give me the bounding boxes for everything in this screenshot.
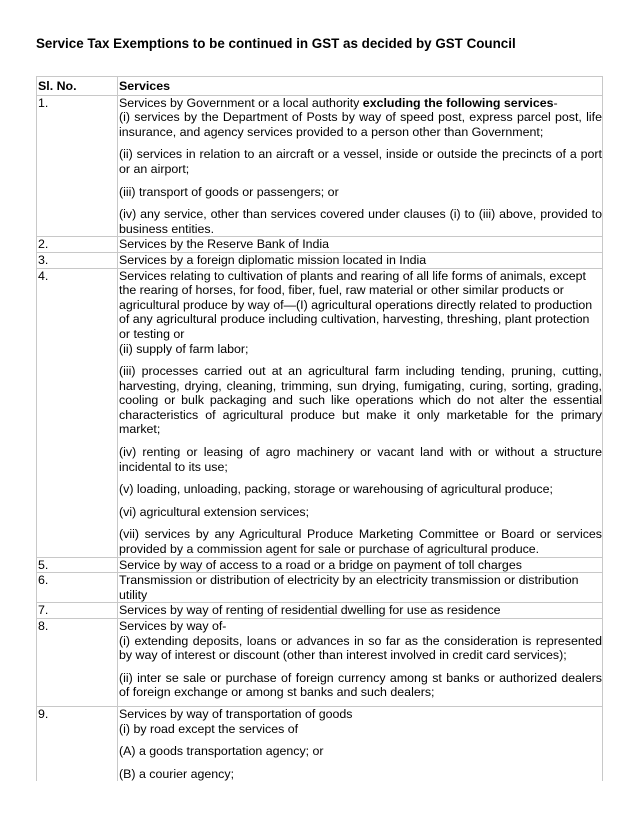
table-row [37,706,603,781]
row-number: 8. [37,619,118,707]
row-intro [119,96,602,111]
table-row [37,268,603,557]
table-row [37,619,603,707]
row-services: Transmission or distribution of electricity by an electricity transmission or distribution utility [118,573,603,603]
exemptions-table [36,76,603,781]
list-item: (ii) inter se sale or purchase of foreign currency among st banks or authorized dealers of foreign exchange or among st banks and such dealers; [119,670,602,700]
row-number: 3. [37,252,118,268]
list-item: (vii) services by any Agricultural Produce Marketing Committee or Board or services provided by a commission agent for sale or purchase of agricultural produce. [119,527,602,557]
list-item: (i) extending deposits, loans or advances in so far as the consideration is represented by way of interest or discount (other than interest involved in credit card services); [119,633,602,663]
row-services: Services by the Reserve Bank of India [118,237,603,253]
table-row [37,237,603,253]
list-item: (iii) processes carried out at an agricultural farm including tending, pruning, cutting, harvesting, drying, cleaning, trimming, sun drying, fumigating, curing, sorting, grading, cooling or bulk packaging and such like operations which do not alter the essential characteristics of agricultural produce but make it only marketable for the primary market; [119,364,602,437]
header-sl-no: Sl. No. [37,77,118,96]
row-number: 6. [37,573,118,603]
intro-text: Services by Government or a local authority [119,95,363,110]
row-services [118,268,603,557]
row-services: Services by way of renting of residential dwelling for use as residence [118,603,603,619]
row-number: 5. [37,557,118,573]
row-number: 1. [37,95,118,237]
list-item: (iv) any service, other than services covered under clauses (i) to (iii) above, provided to business entities. [119,207,602,236]
row-intro: Services relating to cultivation of plants and rearing of all life forms of animals, except the rearing of horses, for food, fiber, fuel, raw material or other similar products or agricultural produce by way of—(I) agricultural operations directly related to production of any agricultural produce including cultivation, harvesting, threshing, plant protection or testing or [119,268,593,341]
intro-tail: - [553,95,558,110]
row-intro-2: (i) by road except the services of [119,721,299,736]
table-header-row [37,77,603,96]
row-intro: Services by way of- [119,619,227,633]
row-intro: Services by way of transportation of goods [119,706,353,721]
row-number: 2. [37,237,118,253]
row-services [118,619,603,707]
header-services: Services [118,77,603,96]
row-services: Services by a foreign diplomatic mission located in India [118,252,603,268]
row-services [118,95,603,237]
list-item: (i) services by the Department of Posts by way of speed post, express parcel post, life insurance, and agency services provided to a person other than Government; [119,110,602,139]
table-row [37,557,603,573]
table-row [37,252,603,268]
list-item: (iv) renting or leasing of agro machinery or vacant land with or without a structure incidental to its use; [119,445,602,474]
list-item: (B) a courier agency; [119,766,235,781]
row-number: 4. [37,268,118,557]
table-row [37,95,603,237]
row-services: Service by way of access to a road or a bridge on payment of toll charges [118,557,603,573]
table-row [37,573,603,603]
list-item: (A) a goods transportation agency; or [119,744,324,759]
table-row [37,603,603,619]
page-title: Service Tax Exemptions to be continued in GST as decided by GST Council [36,36,516,51]
list-item: (vi) agricultural extension services; [119,504,310,519]
list-item: (iii) transport of goods or passengers; or [119,184,339,199]
row-spacer [119,700,602,706]
row-intro-2: (ii) supply of farm labor; [119,341,249,356]
list-item: (ii) services in relation to an aircraft or a vessel, inside or outside the precincts of a port or an airport; [119,147,602,176]
list-item: (v) loading, unloading, packing, storage or warehousing of agricultural produce; [119,482,553,497]
row-services [118,706,603,781]
intro-bold-text: excluding the following services [362,95,554,110]
row-number: 9. [37,706,118,781]
row-number: 7. [37,603,118,619]
